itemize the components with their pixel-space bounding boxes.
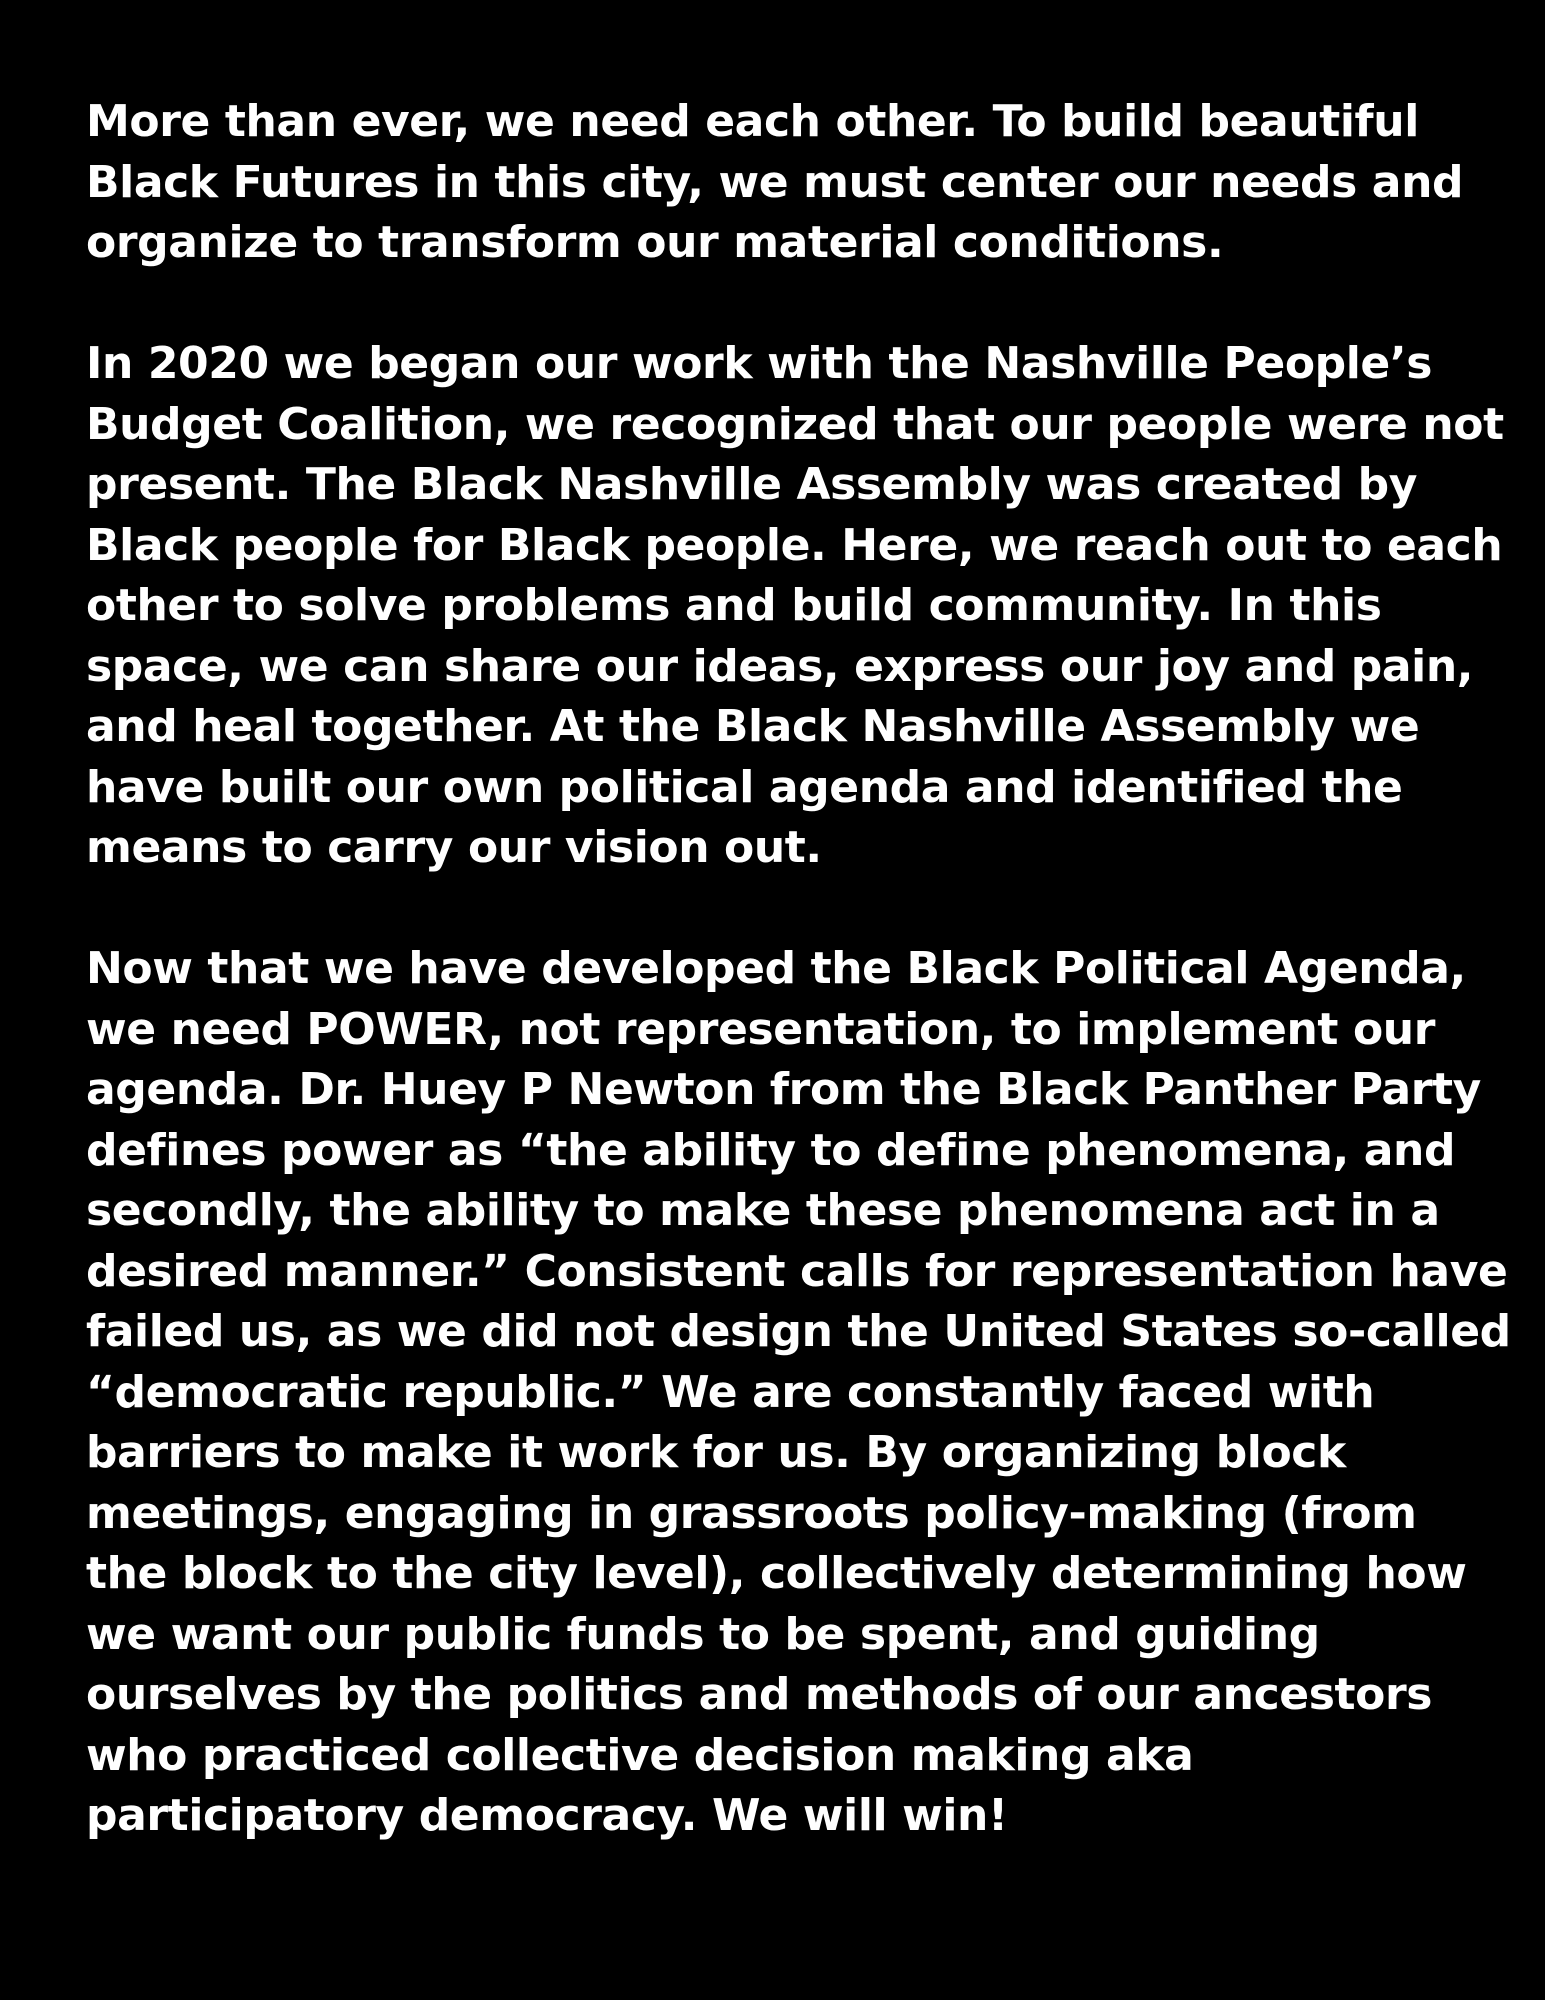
text-line: other to solve problems and build community. In this <box>86 580 1382 631</box>
text-line: desired manner.” Consistent calls for representation have <box>86 1245 1508 1297</box>
paragraph-spacer <box>86 879 1496 940</box>
text-line: In 2020 we began our work with the Nashville People’s <box>86 338 1432 389</box>
text-line: “democratic republic.” We are constantly faced with <box>86 1366 1375 1418</box>
document-body <box>86 92 1511 1847</box>
text-line: meetings, engaging in grassroots policy-making (from <box>86 1487 1417 1539</box>
text-line: present. The Black Nashville Assembly was created by <box>86 459 1417 510</box>
text-line: and heal together. At the Black Nashville Assembly we <box>86 701 1420 752</box>
text-line: agenda. Dr. Huey P Newton from the Black Panther Party <box>86 1064 1481 1115</box>
text-line: means to carry our vision out. <box>86 822 822 873</box>
paragraph-history <box>86 334 1504 879</box>
text-line: Now that we have developed the Black Political Agenda, <box>86 943 1466 994</box>
paragraph-spacer <box>86 274 1496 335</box>
text-line: have built our own political agenda and identified the <box>86 761 1403 813</box>
text-line: organize to transform our material conditions. <box>86 217 1224 268</box>
paragraph-intro <box>86 92 1496 274</box>
text-line: the block to the city level), collectively determining how <box>86 1548 1467 1599</box>
text-line: ourselves by the politics and methods of our ancestors <box>86 1669 1433 1720</box>
text-line: Budget Coalition, we recognized that our people were not <box>86 398 1504 450</box>
text-line: we want our public funds to be spent, and guiding <box>86 1608 1320 1660</box>
text-line: space, we can share our ideas, express our joy and pain, <box>86 640 1474 692</box>
text-line: secondly, the ability to make these phenomena act in a <box>86 1185 1440 1236</box>
text-line: Black Futures in this city, we must center our needs and <box>86 156 1464 208</box>
text-line: participatory democracy. We will win! <box>86 1790 1008 1841</box>
text-line: More than ever, we need each other. To build beautiful <box>86 96 1419 147</box>
text-line: who practiced collective decision making aka <box>86 1729 1194 1781</box>
text-line: barriers to make it work for us. By organizing block <box>86 1427 1346 1478</box>
text-line: we need POWER, not representation, to implement our <box>86 1003 1436 1055</box>
text-line: failed us, as we did not design the United States so-called <box>86 1306 1511 1357</box>
text-line: defines power as “the ability to define phenomena, and <box>86 1124 1456 1176</box>
paragraph-power <box>86 939 1511 1847</box>
text-line: Black people for Black people. Here, we reach out to each <box>86 519 1503 571</box>
